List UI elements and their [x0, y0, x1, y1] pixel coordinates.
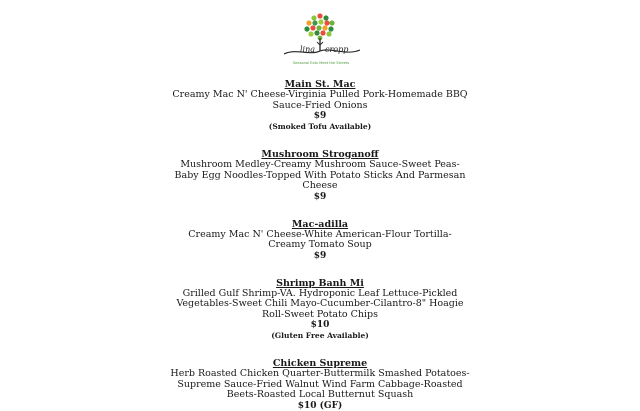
menu-item-description: Herb Roasted Chicken Quarter-Buttermilk Smashed Potatoes-Supreme Sauce-Fried Walnut Wind Farm Cabbage-Roasted Beets-Roasted Local Butternut Squash — [170, 368, 470, 400]
menu-item — [0, 359, 640, 411]
menu-item-price: $10 (GF) — [297, 400, 343, 411]
menu-item — [0, 150, 640, 202]
menu-item-title: Mushroom Stroganoff — [261, 149, 379, 160]
tree-logo-icon — [276, 12, 366, 60]
menu-item-description: Creamy Mac N' Cheese-Virginia Pulled Pork-Homemade BBQ Sauce-Fried Onions — [172, 89, 468, 111]
menu-item-price: $9 — [313, 111, 327, 121]
menu-item-price: $9 — [313, 250, 327, 261]
menu-item-title: Chicken Supreme — [272, 358, 368, 369]
menu-item-note: (Gluten Free Available) — [271, 331, 369, 340]
menu-item-description: Mushroom Medley-Creamy Mushroom Sauce-Sweet Peas-Baby Egg Noodles-Topped With Potato Sticks And Parmesan Cheese — [174, 159, 466, 191]
menu-item-description: Grilled Gulf Shrimp-VA. Hydroponic Leaf Lettuce-Pickled Vegetables-Sweet Chili Mayo-Cucumber-Cilantro-8" Hoagie Roll-Sweet Potato Chips — [176, 287, 464, 320]
menu-item-title: Shrimp Banh Mi — [276, 277, 364, 289]
menu-item-price: $10 — [310, 320, 330, 330]
menu-item — [0, 220, 640, 261]
svg-text:cropp: cropp — [325, 45, 349, 54]
menu-item-note: (Smoked Tofu Available) — [268, 122, 372, 131]
svg-text:lina: lina — [300, 45, 316, 54]
brand-logo — [276, 12, 366, 68]
menu-item-description: Creamy Mac N' Cheese-White American-Flour Tortilla-Creamy Tomato Soup — [188, 228, 452, 250]
menu-item — [0, 80, 640, 132]
menu-item-title: Mac-adilla — [291, 218, 349, 230]
menu-item-title: Main St. Mac — [284, 79, 356, 90]
menu-item — [0, 279, 640, 342]
menu-list — [0, 80, 640, 411]
menu-item-price: $9 — [313, 191, 327, 202]
logo-tagline: Seasonal Eats Meet the Streets — [292, 61, 350, 65]
